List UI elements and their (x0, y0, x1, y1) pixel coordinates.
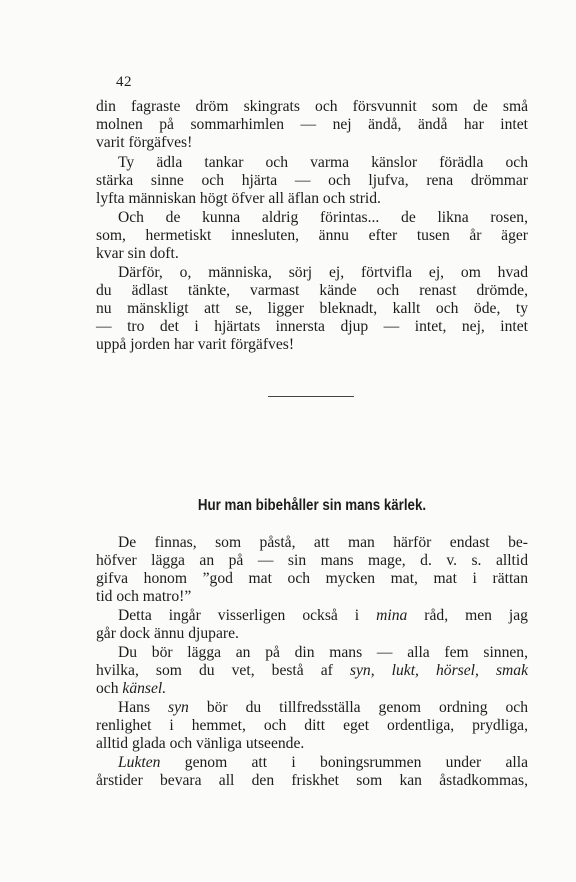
text-line: kvar sin doft. (96, 245, 179, 262)
text-line: varit förgäfves! (96, 134, 193, 151)
text-run: råd, men jag (424, 607, 528, 624)
text-line: molnen på sommarhimlen — nej ändå, ändå har intet (96, 116, 528, 133)
page-number: 42 (116, 74, 132, 90)
text-run: Detta ingår visserligen också i (118, 607, 360, 624)
text-line: Du bör lägga an på din mans — alla fem sinnen, (118, 644, 528, 661)
section-divider (268, 396, 354, 397)
text-line: höfver lägga an på — sin mans mage, d. v. s. alltid (96, 552, 528, 569)
text-line: din fagraste dröm skingrats och försvunnit som de små (96, 98, 528, 115)
text-line (96, 662, 528, 680)
text-line: uppå jorden har varit förgäfves! (96, 336, 295, 353)
text-line: stärka sinne och hjärta — och ljufva, rena drömmar (96, 172, 528, 189)
text-run: Hans (118, 699, 151, 716)
text-line: som, hermetiskt innesluten, ännu efter tusen år äger (96, 227, 528, 244)
emphasis-text: Lukten (118, 754, 161, 771)
text-line: tid och matro!” (96, 588, 192, 605)
emphasis-text: syn (168, 699, 189, 716)
text-run: bör du tillfredsställa genom ordning och (206, 699, 528, 716)
text-line: Ty ädla tankar och varma känslor förädla och (118, 154, 528, 171)
text-line (96, 680, 528, 698)
text-line: Och de kunna aldrig förintas... de likna rosen, (118, 209, 528, 226)
text-run: hvilka, som du vet, bestå af (96, 662, 333, 679)
section-heading: Hur man bibehåller sin mans kärlek. (197, 497, 427, 514)
text-line: nu mänskligt att se, ligger bleknadt, kallt och öde, ty (96, 300, 528, 317)
text-line (118, 607, 528, 625)
text-line: renlighet i hemmet, och ditt eget ordentliga, prydliga, (96, 717, 528, 734)
text-line: lyfta människan högt öfver all äflan och strid. (96, 190, 381, 207)
text-line: Därför, o, människa, sörj ej, förtvifla ej, om hvad (118, 264, 528, 281)
text-line: — tro det i hjärtats innersta djup — intet, nej, intet (96, 318, 528, 335)
text-line: De finnas, som påstå, att man härför endast be- (118, 534, 528, 551)
text-line: årstider bevara all den friskhet som kan åstadkommas, (96, 772, 528, 789)
text-line: alltid glada och vänliga utseende. (96, 735, 305, 752)
text-line (118, 699, 528, 717)
text-line: du ädlast tänkte, varmast kände och renast drömde, (96, 282, 528, 299)
text-run: genom att i boningsrummen under alla (184, 754, 528, 771)
text-line (118, 754, 528, 772)
text-line: gifva honom ”god mat och mycken mat, mat i rättan (96, 570, 528, 587)
text-run: och (96, 680, 119, 697)
emphasis-text: syn, lukt, hörsel, smak (349, 662, 528, 679)
emphasis-text: mina (376, 607, 408, 624)
text-line: går dock ännu djupare. (96, 625, 239, 642)
emphasis-text: känsel. (122, 680, 167, 697)
